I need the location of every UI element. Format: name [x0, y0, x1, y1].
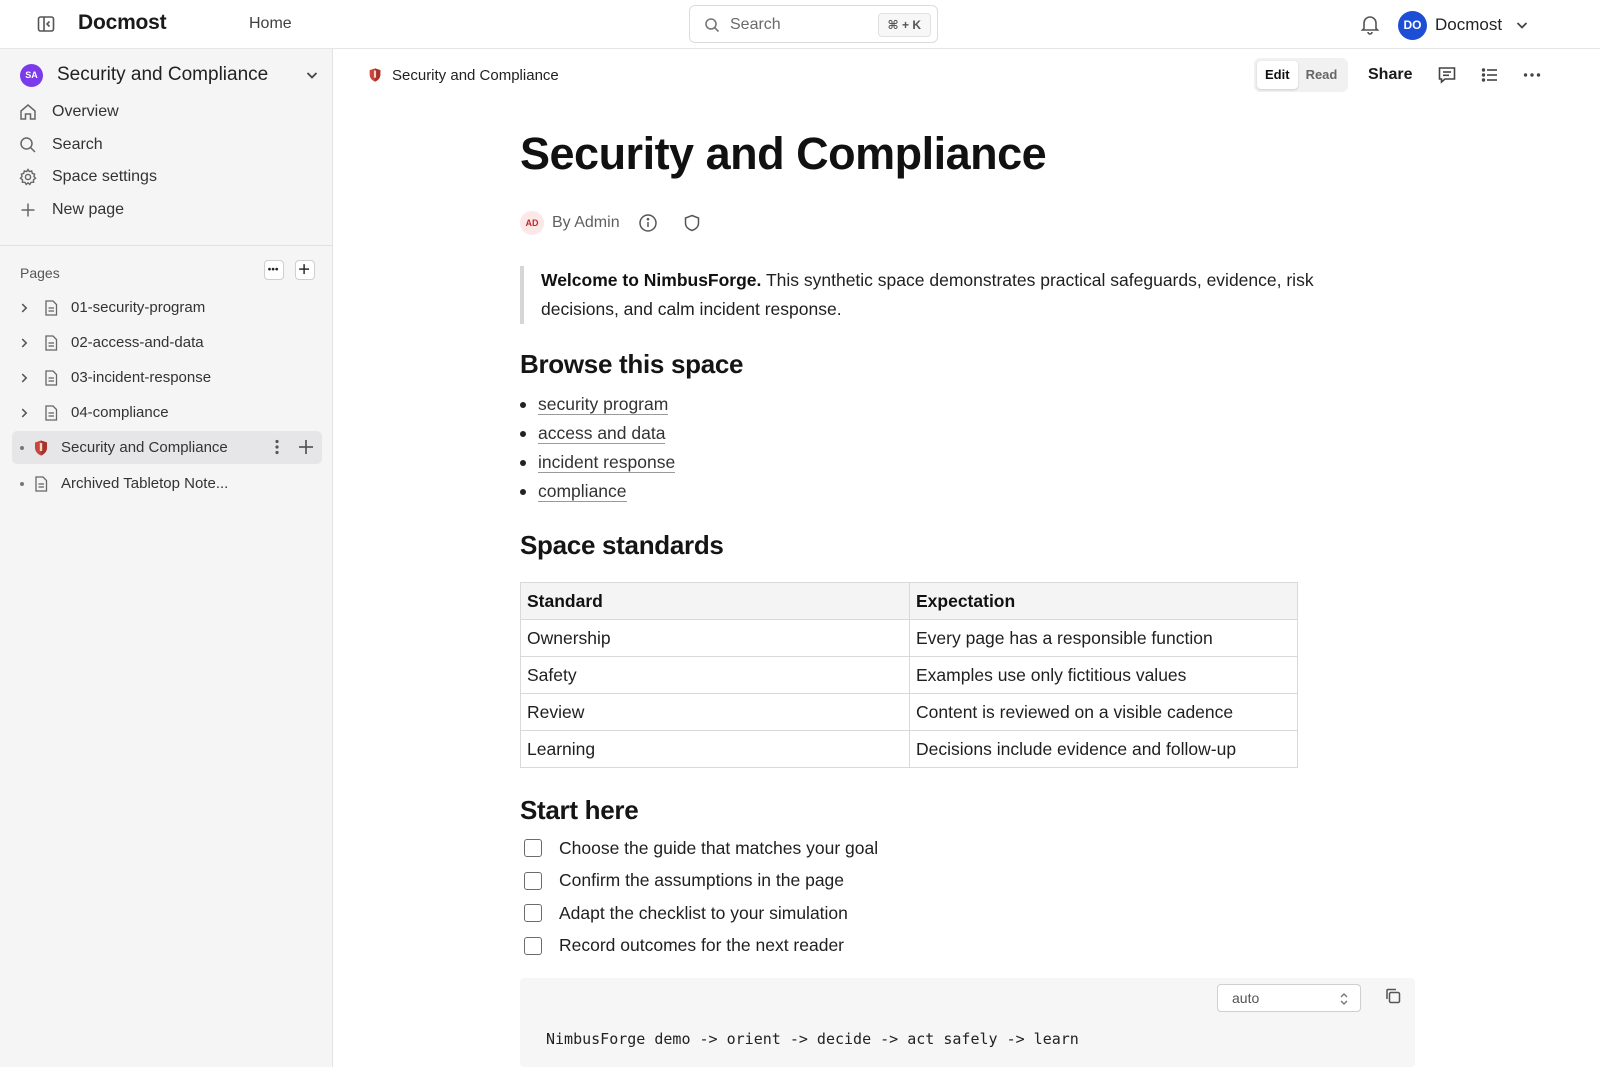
sidebar-item-new-page[interactable]: [18, 196, 124, 224]
sidebar-item-label: Space settings: [52, 168, 157, 185]
task-item: [524, 930, 878, 963]
page-title[interactable]: Security and Compliance: [520, 128, 1047, 179]
table-row: [521, 731, 1298, 768]
chevron-right-icon[interactable]: [14, 368, 34, 388]
page-tree-label: Security and Compliance: [61, 439, 228, 456]
table-cell[interactable]: Examples use only fictitious values: [910, 657, 1298, 694]
sidebar-divider: [0, 245, 333, 246]
plus-icon: [18, 200, 38, 220]
sidebar-item-label: Search: [52, 136, 103, 153]
space-avatar: SA: [20, 64, 43, 87]
browse-links-list: [520, 390, 675, 506]
sidebar-item-label: Overview: [52, 103, 119, 120]
chevron-down-icon: [304, 67, 320, 83]
page-byline: [520, 210, 620, 236]
table-row: [521, 620, 1298, 657]
table-cell[interactable]: Safety: [521, 657, 910, 694]
task-label[interactable]: Adapt the checklist to your simulation: [559, 902, 848, 923]
sidebar-toggle-icon[interactable]: [36, 14, 56, 34]
bullet-dot: [520, 460, 526, 466]
page-icon: [42, 369, 60, 387]
author-label: By Admin: [552, 214, 620, 231]
page-icon: [42, 299, 60, 317]
bullet-dot: [20, 446, 24, 450]
link-compliance[interactable]: compliance: [538, 481, 627, 501]
page-tree-item[interactable]: [12, 326, 322, 359]
app-brand[interactable]: Docmost: [78, 11, 167, 34]
bullet-dot: [520, 489, 526, 495]
sidebar-item-label: New page: [52, 201, 125, 218]
task-label[interactable]: Confirm the assumptions in the page: [559, 870, 845, 891]
page-tree-item[interactable]: [12, 396, 322, 429]
table-header-row: [521, 583, 1298, 620]
code-language-value: auto: [1232, 990, 1260, 1006]
sidebar-item-space-settings[interactable]: [18, 163, 157, 191]
heading-standards[interactable]: Space standards: [520, 530, 724, 560]
search-icon: [704, 17, 720, 33]
search-bar[interactable]: [689, 5, 938, 43]
page-tree-item[interactable]: [12, 361, 322, 394]
notifications-bell-icon[interactable]: [1359, 13, 1381, 35]
user-menu[interactable]: [1398, 10, 1530, 40]
list-item: [520, 477, 675, 506]
task-item: [524, 832, 878, 865]
sidebar-item-search[interactable]: [18, 131, 103, 159]
page-tree-label: 01-security-program: [71, 299, 206, 316]
edit-read-toggle: [1254, 58, 1348, 92]
task-item: [524, 897, 878, 930]
plus-icon[interactable]: [296, 437, 316, 457]
table-of-contents-icon[interactable]: [1479, 64, 1501, 86]
page-tree-label: 02-access-and-data: [71, 334, 204, 351]
user-name: Docmost: [1435, 15, 1503, 34]
table-cell[interactable]: Every page has a responsible function: [910, 620, 1298, 657]
code-text[interactable]: NimbusForge demo -> orient -> decide -> act safely -> learn: [546, 1030, 1079, 1048]
list-item: [520, 419, 675, 448]
link-security-program[interactable]: security program: [538, 394, 669, 414]
chevron-right-icon[interactable]: [14, 333, 34, 353]
task-checkbox[interactable]: [524, 937, 542, 955]
edit-mode-button[interactable]: Edit: [1257, 61, 1298, 89]
info-icon[interactable]: [638, 213, 658, 233]
pages-section-label: Pages: [20, 265, 60, 281]
table-cell[interactable]: Review: [521, 694, 910, 731]
standards-table: [520, 582, 1298, 768]
task-label[interactable]: Choose the guide that matches your goal: [559, 837, 879, 858]
intro-text: This synthetic space demonstrates practical safeguards, evidence, risk decisions, and calm incident response.: [541, 270, 1314, 319]
table-cell[interactable]: Decisions include evidence and follow-up: [910, 731, 1298, 768]
task-checkbox[interactable]: [524, 839, 542, 857]
page-tree-item-active[interactable]: [12, 431, 322, 464]
shield-emoji-icon: [367, 66, 383, 84]
table-cell[interactable]: Learning: [521, 731, 910, 768]
bullet-dot: [520, 431, 526, 437]
code-language-select[interactable]: [1217, 984, 1361, 1012]
search-shortcut: ⌘ + K: [878, 13, 931, 37]
table-cell[interactable]: Content is reviewed on a visible cadence: [910, 694, 1298, 731]
chevron-right-icon[interactable]: [14, 403, 34, 423]
search-icon: [18, 135, 38, 155]
task-list: [524, 832, 878, 962]
gear-icon: [18, 167, 38, 187]
page-icon: [42, 404, 60, 422]
search-placeholder: Search: [730, 16, 781, 33]
task-checkbox[interactable]: [524, 904, 542, 922]
intro-bold-text: Welcome to NimbusForge.: [541, 270, 762, 290]
shield-emoji-icon: [32, 439, 50, 457]
more-options-icon[interactable]: [1521, 64, 1543, 86]
task-checkbox[interactable]: [524, 872, 542, 890]
space-switcher[interactable]: [20, 59, 320, 91]
table-header-cell[interactable]: Expectation: [910, 583, 1298, 620]
table-row: [521, 694, 1298, 731]
author-avatar: AD: [520, 211, 544, 235]
share-button[interactable]: Share: [1368, 66, 1413, 83]
pages-more-button[interactable]: [264, 260, 284, 280]
breadcrumb[interactable]: [367, 64, 559, 86]
bullet-dot: [520, 402, 526, 408]
chevron-down-icon: [1514, 17, 1530, 33]
table-row: [521, 657, 1298, 694]
comments-icon[interactable]: [1436, 64, 1458, 86]
home-link[interactable]: Home: [249, 15, 292, 32]
page-tree-item[interactable]: [12, 291, 322, 324]
table-header-cell[interactable]: Standard: [521, 583, 910, 620]
list-item: [520, 390, 675, 419]
heading-browse[interactable]: Browse this space: [520, 349, 744, 379]
vertical-dots-icon[interactable]: [267, 437, 287, 457]
intro-blockquote[interactable]: [520, 266, 1350, 324]
read-mode-button[interactable]: Read: [1305, 67, 1338, 82]
add-page-button[interactable]: [295, 260, 315, 280]
space-name: Security and Compliance: [57, 64, 269, 85]
user-avatar: DO: [1398, 11, 1427, 40]
copy-icon[interactable]: [1384, 987, 1402, 1005]
chevron-right-icon[interactable]: [14, 298, 34, 318]
top-header: [0, 0, 1600, 49]
link-access-and-data[interactable]: access and data: [538, 423, 666, 443]
sidebar-item-overview[interactable]: [18, 98, 119, 126]
page-tree-label: 04-compliance: [71, 404, 169, 421]
list-item: [520, 448, 675, 477]
page-tree-label: 03-incident-response: [71, 369, 212, 386]
bullet-dot: [20, 482, 24, 486]
code-block[interactable]: [520, 978, 1415, 1067]
page-tree-item[interactable]: [12, 467, 322, 500]
select-chevron-icon: [1338, 991, 1350, 1007]
page-tree-label: Archived Tabletop Note...: [61, 475, 229, 492]
sidebar: [0, 49, 333, 1067]
page-icon: [32, 475, 50, 493]
task-item: [524, 865, 878, 898]
table-cell[interactable]: Ownership: [521, 620, 910, 657]
home-icon: [18, 102, 38, 122]
heading-start-here[interactable]: Start here: [520, 795, 639, 825]
link-incident-response[interactable]: incident response: [538, 452, 676, 472]
breadcrumb-label: Security and Compliance: [392, 66, 559, 84]
task-label[interactable]: Record outcomes for the next reader: [559, 935, 845, 956]
page-icon: [42, 334, 60, 352]
shield-icon[interactable]: [682, 213, 702, 233]
